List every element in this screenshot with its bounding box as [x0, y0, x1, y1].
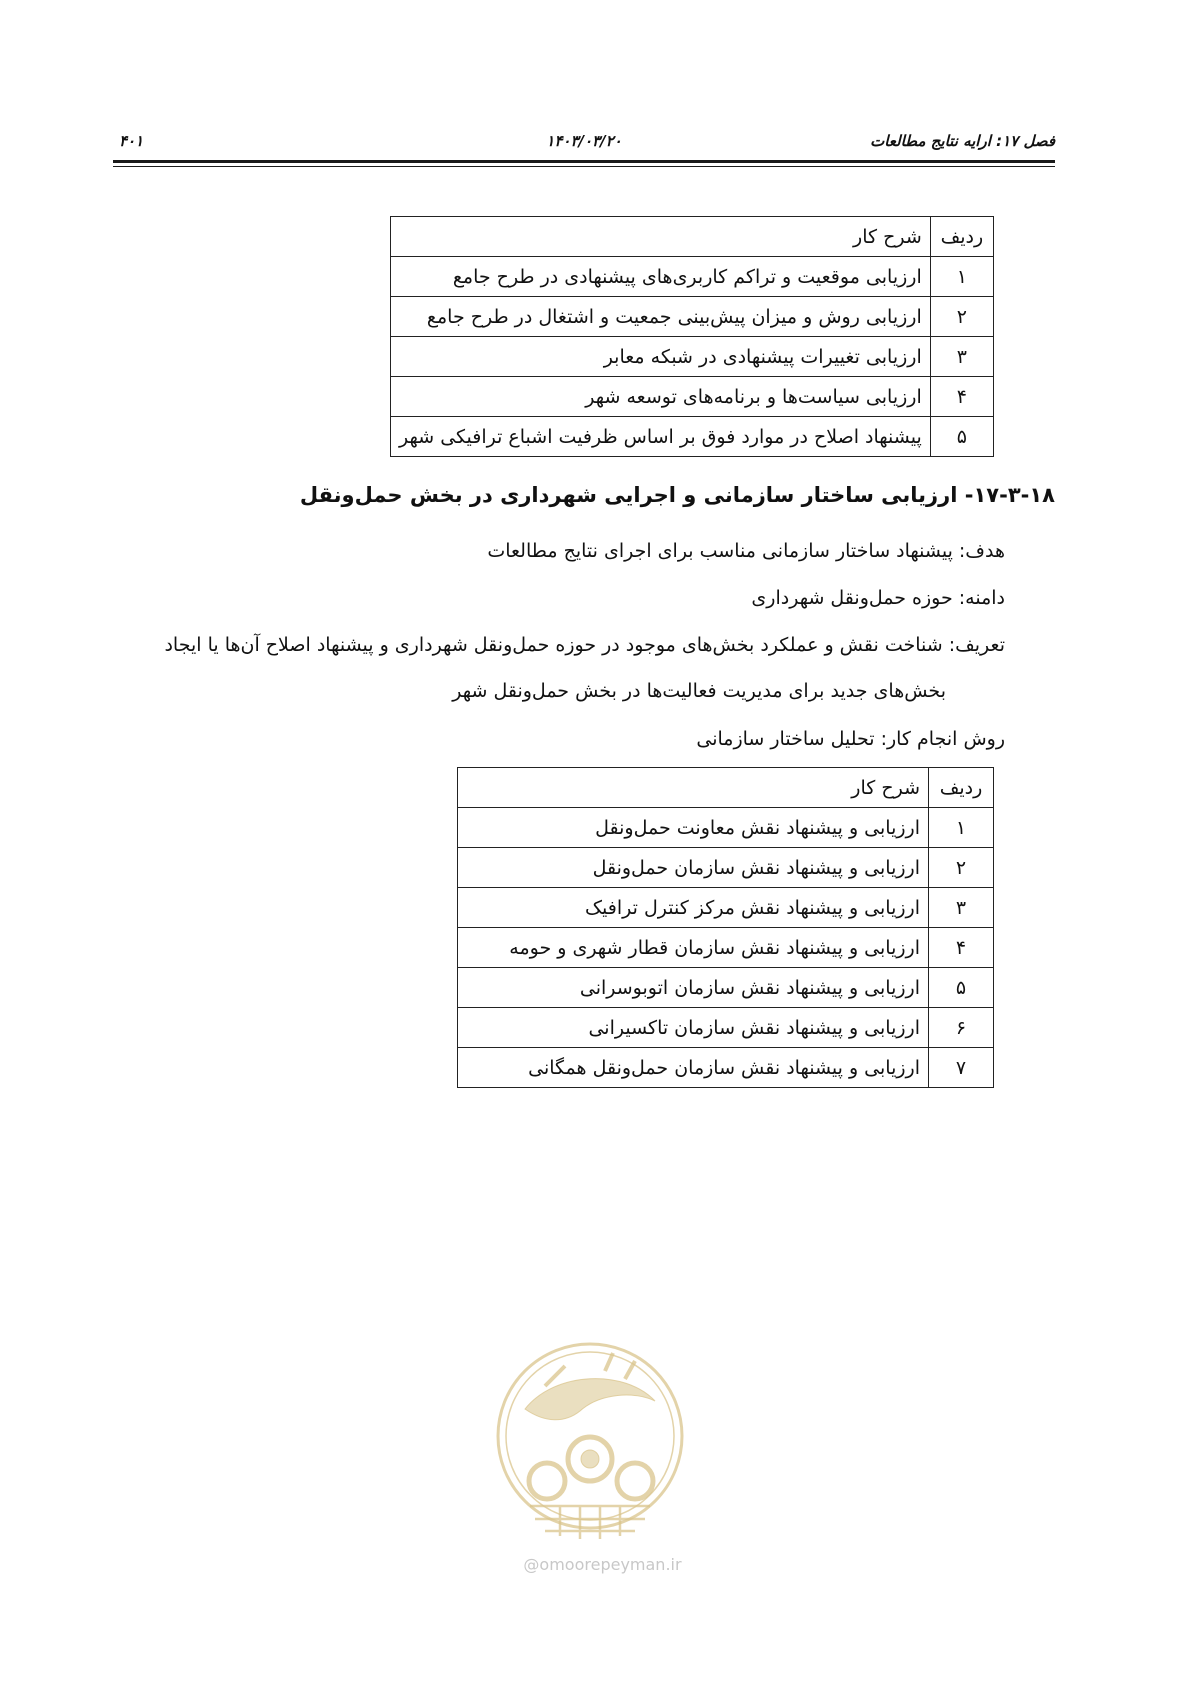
table-row [391, 257, 994, 297]
table-row [391, 417, 994, 457]
table-header-row [458, 768, 994, 808]
header-date: ۱۴۰۳/۰۳/۲۰ [546, 132, 622, 150]
row-number: ۴ [930, 377, 993, 417]
definition-paragraph-line2: بخش‌های جدید برای مدیریت فعالیت‌ها در بخش حمل‌ونقل شهر [452, 680, 946, 702]
gear-hub [581, 1450, 599, 1468]
table-row [391, 337, 994, 377]
table-row [458, 968, 994, 1008]
table-row [391, 377, 994, 417]
row-description: ارزیابی موقعیت و تراکم کاربری‌های پیشنهادی در طرح جامع [391, 257, 931, 297]
task-table-2 [457, 767, 994, 1088]
row-description: ارزیابی سیاست‌ها و برنامه‌های توسعه شهر [391, 377, 931, 417]
column-header-description: شرح کار [458, 768, 929, 808]
table-row [391, 297, 994, 337]
table-row [458, 1048, 994, 1088]
column-header-row-number: ردیف [930, 217, 993, 257]
goal-paragraph: هدف: پیشنهاد ساختار سازمانی مناسب برای اجرای نتایج مطالعات [487, 540, 1005, 562]
row-description: ارزیابی تغییرات پیشنهادی در شبکه معابر [391, 337, 931, 377]
page-number: ۴۰۱ [119, 132, 144, 150]
definition-paragraph-line1: تعریف: شناخت نقش و عملکرد بخش‌های موجود در حوزه حمل‌ونقل شهرداری و پیشنهاد اصلاح آن‌ها یا ایجاد [164, 634, 1005, 656]
table-row [458, 1008, 994, 1048]
task-table-1 [390, 216, 994, 457]
header-rule-thick [113, 160, 1055, 163]
row-number: ۵ [930, 417, 993, 457]
header-rule-thin [113, 166, 1055, 167]
row-description: ارزیابی و پیشنهاد نقش مرکز کنترل ترافیک [458, 888, 929, 928]
watermark-logo [485, 1331, 695, 1591]
column-header-row-number: ردیف [929, 768, 994, 808]
row-description: ارزیابی و پیشنهاد نقش سازمان تاکسیرانی [458, 1008, 929, 1048]
scope-paragraph: دامنه: حوزه حمل‌ونقل شهرداری [751, 587, 1005, 609]
table-header-row [391, 217, 994, 257]
chapter-title: فصل ۱۷: ارایه نتایج مطالعات [870, 132, 1055, 150]
gear-icon [617, 1463, 653, 1499]
row-description: ارزیابی روش و میزان پیش‌بینی جمعیت و اشتغال در طرح جامع [391, 297, 931, 337]
grid-lines [530, 1506, 650, 1539]
table-row [458, 808, 994, 848]
table-row [458, 848, 994, 888]
row-number: ۴ [929, 928, 994, 968]
table-row [458, 888, 994, 928]
row-number: ۶ [929, 1008, 994, 1048]
row-number: ۲ [929, 848, 994, 888]
row-description: ارزیابی و پیشنهاد نقش معاونت حمل‌ونقل [458, 808, 929, 848]
row-number: ۱ [929, 808, 994, 848]
row-description: ارزیابی و پیشنهاد نقش سازمان حمل‌ونقل [458, 848, 929, 888]
row-description: ارزیابی و پیشنهاد نقش سازمان اتوبوسرانی [458, 968, 929, 1008]
row-description: پیشنهاد اصلاح در موارد فوق بر اساس ظرفیت اشباع ترافیکی شهر [391, 417, 931, 457]
row-number: ۳ [929, 888, 994, 928]
row-number: ۲ [930, 297, 993, 337]
watermark-url: @omoorepeyman.ir [523, 1555, 682, 1574]
table-row [458, 928, 994, 968]
row-number: ۳ [930, 337, 993, 377]
column-header-description: شرح کار [391, 217, 931, 257]
row-number: ۷ [929, 1048, 994, 1088]
method-paragraph: روش انجام کار: تحلیل ساختار سازمانی [696, 728, 1005, 750]
row-description: ارزیابی و پیشنهاد نقش سازمان حمل‌ونقل همگانی [458, 1048, 929, 1088]
page-header [113, 128, 1055, 164]
row-description: ارزیابی و پیشنهاد نقش سازمان قطار شهری و حومه [458, 928, 929, 968]
row-number: ۵ [929, 968, 994, 1008]
seal-graphic [498, 1344, 682, 1539]
scale-gear-icon [529, 1463, 565, 1499]
section-heading: ۱۷-۳-۱۸- ارزیابی ساختار سازمانی و اجرایی شهرداری در بخش حمل‌ونقل [299, 483, 1055, 507]
row-number: ۱ [930, 257, 993, 297]
